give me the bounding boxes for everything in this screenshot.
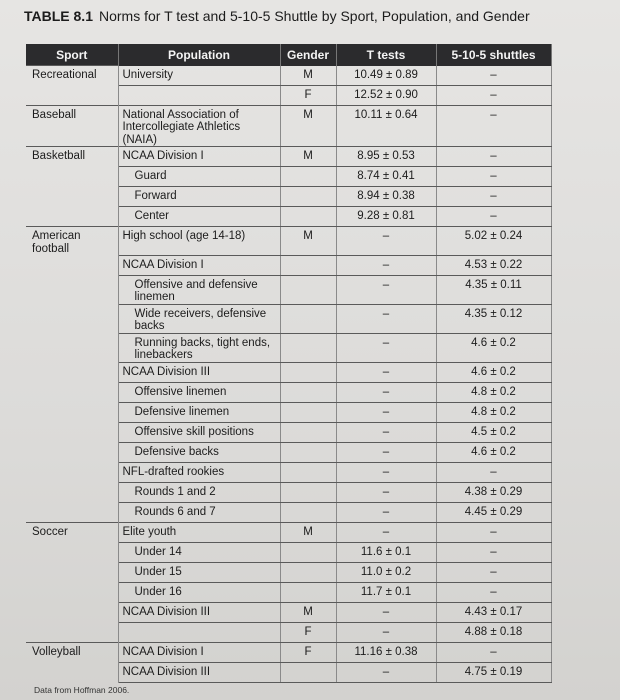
t-test-cell: 9.28 ± 0.81 — [336, 207, 436, 227]
population-cell: NCAA Division I — [118, 255, 280, 275]
table-row — [26, 482, 551, 502]
shuttle-cell: 5.02 ± 0.24 — [436, 227, 551, 256]
sport-cell — [26, 662, 118, 682]
header-t-tests: T tests — [336, 44, 436, 66]
table-row — [26, 382, 551, 402]
t-test-cell: – — [336, 462, 436, 482]
sport-cell — [26, 207, 118, 227]
shuttle-cell: 4.38 ± 0.29 — [436, 482, 551, 502]
gender-cell — [280, 662, 336, 682]
table-row — [26, 275, 551, 304]
t-test-cell: – — [336, 402, 436, 422]
shuttle-cell: – — [436, 542, 551, 562]
gender-cell: F — [280, 622, 336, 642]
shuttle-cell: – — [436, 85, 551, 105]
t-test-cell: 12.52 ± 0.90 — [336, 85, 436, 105]
table-row — [26, 85, 551, 105]
gender-cell: F — [280, 85, 336, 105]
t-test-cell: 11.0 ± 0.2 — [336, 562, 436, 582]
shuttle-cell: 4.45 ± 0.29 — [436, 502, 551, 522]
gender-cell — [280, 304, 336, 333]
table-row — [26, 502, 551, 522]
table-row — [26, 402, 551, 422]
table-row — [26, 207, 551, 227]
sport-cell: Volleyball — [26, 642, 118, 662]
table-row — [26, 147, 551, 167]
t-test-cell: 10.11 ± 0.64 — [336, 105, 436, 147]
sport-cell: American football — [26, 227, 118, 256]
table-title — [24, 8, 604, 24]
population-cell: University — [118, 66, 280, 86]
t-test-cell: 8.74 ± 0.41 — [336, 167, 436, 187]
population-cell: Guard — [118, 167, 280, 187]
table-row — [26, 362, 551, 382]
t-test-cell: – — [336, 255, 436, 275]
shuttle-cell: 4.75 ± 0.19 — [436, 662, 551, 682]
gender-cell — [280, 562, 336, 582]
gender-cell — [280, 255, 336, 275]
shuttle-cell: – — [436, 562, 551, 582]
table-row — [26, 333, 551, 362]
gender-cell — [280, 382, 336, 402]
sport-cell — [26, 255, 118, 275]
sport-cell — [26, 562, 118, 582]
shuttle-cell: – — [436, 462, 551, 482]
gender-cell — [280, 362, 336, 382]
gender-cell: F — [280, 642, 336, 662]
shuttle-cell: – — [436, 66, 551, 86]
gender-cell — [280, 462, 336, 482]
sport-cell — [26, 333, 118, 362]
table-row — [26, 542, 551, 562]
shuttle-cell: 4.6 ± 0.2 — [436, 442, 551, 462]
t-test-cell: 11.16 ± 0.38 — [336, 642, 436, 662]
gender-cell — [280, 422, 336, 442]
gender-cell — [280, 207, 336, 227]
sport-cell: Baseball — [26, 105, 118, 147]
sport-cell — [26, 187, 118, 207]
shuttle-cell: – — [436, 207, 551, 227]
population-cell — [118, 622, 280, 642]
table-row — [26, 66, 551, 86]
t-test-cell: – — [336, 442, 436, 462]
header-shuttles: 5-10-5 shuttles — [436, 44, 551, 66]
shuttle-cell: – — [436, 147, 551, 167]
gender-cell — [280, 502, 336, 522]
shuttle-cell: 4.8 ± 0.2 — [436, 382, 551, 402]
t-test-cell: 11.6 ± 0.1 — [336, 542, 436, 562]
sport-cell — [26, 502, 118, 522]
population-cell — [118, 85, 280, 105]
sport-cell — [26, 402, 118, 422]
table-number: TABLE 8.1 — [24, 8, 93, 24]
shuttle-cell: 4.6 ± 0.2 — [436, 362, 551, 382]
shuttle-cell: – — [436, 105, 551, 147]
population-cell: Under 15 — [118, 562, 280, 582]
t-test-cell: 8.94 ± 0.38 — [336, 187, 436, 207]
shuttle-cell: 4.6 ± 0.2 — [436, 333, 551, 362]
shuttle-cell: 4.35 ± 0.12 — [436, 304, 551, 333]
gender-cell: M — [280, 227, 336, 256]
table-row — [26, 187, 551, 207]
sport-cell — [26, 362, 118, 382]
t-test-cell: 11.7 ± 0.1 — [336, 582, 436, 602]
table-row — [26, 304, 551, 333]
population-cell: Running backs, tight ends, linebackers — [118, 333, 280, 362]
shuttle-cell: 4.43 ± 0.17 — [436, 602, 551, 622]
shuttle-cell: – — [436, 187, 551, 207]
table-body — [26, 66, 551, 683]
gender-cell — [280, 542, 336, 562]
sport-cell — [26, 422, 118, 442]
population-cell: Elite youth — [118, 522, 280, 542]
t-test-cell: – — [336, 482, 436, 502]
sport-cell — [26, 275, 118, 304]
gender-cell — [280, 482, 336, 502]
sport-cell — [26, 482, 118, 502]
gender-cell: M — [280, 147, 336, 167]
shuttle-cell: – — [436, 167, 551, 187]
shuttle-cell: 4.88 ± 0.18 — [436, 622, 551, 642]
sport-cell: Soccer — [26, 522, 118, 542]
population-cell: High school (age 14-18) — [118, 227, 280, 256]
header-row — [26, 44, 551, 66]
table-row — [26, 582, 551, 602]
sport-cell: Recreational — [26, 66, 118, 86]
gender-cell: M — [280, 105, 336, 147]
sport-cell — [26, 442, 118, 462]
population-cell: Defensive backs — [118, 442, 280, 462]
t-test-cell: – — [336, 333, 436, 362]
t-test-cell: – — [336, 227, 436, 256]
shuttle-cell: – — [436, 582, 551, 602]
population-cell: National Association of Intercollegiate Athletics (NAIA) — [118, 105, 280, 147]
population-cell: Offensive and defensive linemen — [118, 275, 280, 304]
header-sport: Sport — [26, 44, 118, 66]
gender-cell — [280, 187, 336, 207]
t-test-cell: – — [336, 275, 436, 304]
table-row — [26, 227, 551, 256]
population-cell: Under 16 — [118, 582, 280, 602]
gender-cell: M — [280, 522, 336, 542]
gender-cell — [280, 442, 336, 462]
table-row — [26, 562, 551, 582]
t-test-cell: – — [336, 602, 436, 622]
gender-cell — [280, 333, 336, 362]
population-cell: Forward — [118, 187, 280, 207]
norms-table-container — [26, 44, 551, 683]
shuttle-cell: 4.5 ± 0.2 — [436, 422, 551, 442]
table-row — [26, 602, 551, 622]
table-row — [26, 167, 551, 187]
population-cell: Center — [118, 207, 280, 227]
population-cell: NFL-drafted rookies — [118, 462, 280, 482]
gender-cell — [280, 167, 336, 187]
table-row — [26, 255, 551, 275]
table-row — [26, 522, 551, 542]
t-test-cell: – — [336, 422, 436, 442]
table-row — [26, 422, 551, 442]
gender-cell — [280, 275, 336, 304]
norms-table — [26, 44, 552, 683]
sport-cell — [26, 382, 118, 402]
population-cell: Under 14 — [118, 542, 280, 562]
table-row — [26, 105, 551, 147]
table-row — [26, 642, 551, 662]
table-row — [26, 462, 551, 482]
shuttle-cell: 4.35 ± 0.11 — [436, 275, 551, 304]
population-cell: Wide receivers, defensive backs — [118, 304, 280, 333]
population-cell: Offensive linemen — [118, 382, 280, 402]
t-test-cell: – — [336, 622, 436, 642]
t-test-cell: – — [336, 304, 436, 333]
header-gender: Gender — [280, 44, 336, 66]
table-row — [26, 622, 551, 642]
t-test-cell: – — [336, 522, 436, 542]
population-cell: NCAA Division I — [118, 642, 280, 662]
population-cell: NCAA Division III — [118, 602, 280, 622]
t-test-cell: – — [336, 382, 436, 402]
sport-cell — [26, 582, 118, 602]
sport-cell — [26, 622, 118, 642]
sport-cell: Basketball — [26, 147, 118, 167]
t-test-cell: – — [336, 662, 436, 682]
population-cell: NCAA Division III — [118, 662, 280, 682]
population-cell: Defensive linemen — [118, 402, 280, 422]
population-cell: Rounds 1 and 2 — [118, 482, 280, 502]
shuttle-cell: – — [436, 522, 551, 542]
sport-cell — [26, 167, 118, 187]
sport-cell — [26, 542, 118, 562]
shuttle-cell: 4.53 ± 0.22 — [436, 255, 551, 275]
shuttle-cell: – — [436, 642, 551, 662]
sport-cell — [26, 85, 118, 105]
t-test-cell: 10.49 ± 0.89 — [336, 66, 436, 86]
t-test-cell: 8.95 ± 0.53 — [336, 147, 436, 167]
gender-cell — [280, 402, 336, 422]
sport-cell — [26, 462, 118, 482]
source-footnote: Data from Hoffman 2006. — [34, 685, 130, 695]
population-cell: NCAA Division III — [118, 362, 280, 382]
table-row — [26, 662, 551, 682]
gender-cell — [280, 582, 336, 602]
population-cell: NCAA Division I — [118, 147, 280, 167]
header-population: Population — [118, 44, 280, 66]
population-cell: Offensive skill positions — [118, 422, 280, 442]
shuttle-cell: 4.8 ± 0.2 — [436, 402, 551, 422]
gender-cell: M — [280, 66, 336, 86]
table-row — [26, 442, 551, 462]
sport-cell — [26, 602, 118, 622]
t-test-cell: – — [336, 362, 436, 382]
sport-cell — [26, 304, 118, 333]
t-test-cell: – — [336, 502, 436, 522]
gender-cell: M — [280, 602, 336, 622]
population-cell: Rounds 6 and 7 — [118, 502, 280, 522]
table-caption: Norms for T test and 5-10-5 Shuttle by Sport, Population, and Gender — [98, 8, 530, 24]
